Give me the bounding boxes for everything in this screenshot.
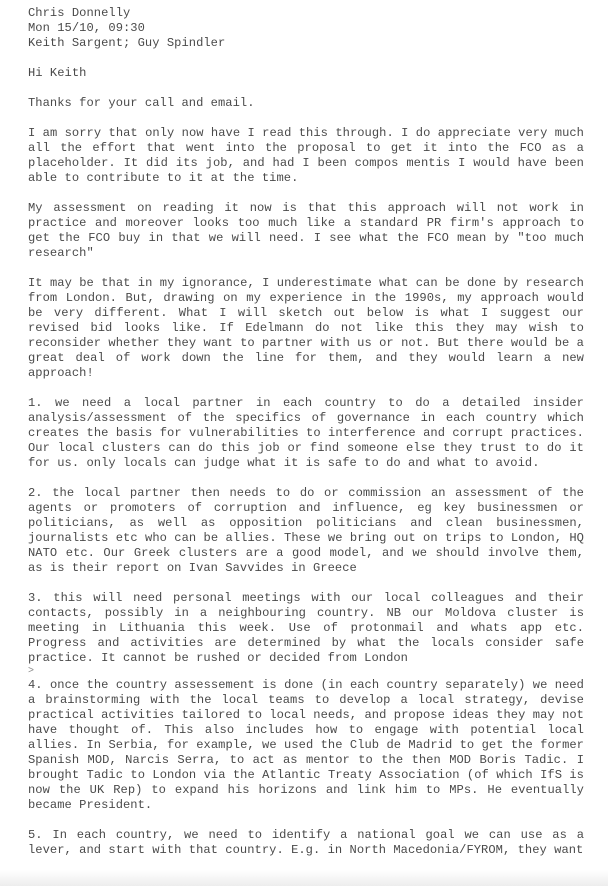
quote-marker: >: [28, 666, 35, 677]
point-3-personal-meetings: 3. this will need personal meetings with our local colleagues and their contacts, possibly in a neighbouring country. NB our Moldova cluster is meeting in Lithuania this week. Use of protonmail and whats app etc. Progress and activities are determined by what the locals consider safe practice. It cannot be rushed or decided from London: [28, 591, 584, 665]
paragraph-approach: It may be that in my ignorance, I underestimate what can be done by research from London. But, drawing on my experience in the 1990s, my approach would be very different. What I will sketch out below is what I suggest our revised bid looks like. If Edelmann do not like this they may wish to reconsider whether they want to partner with us or not. But there would be a great deal of work down the line for them, and they would learn a new approach!: [28, 276, 584, 380]
email-sender: Chris Donnelly: [28, 6, 131, 20]
paragraph-assessment: My assessment on reading it now is that this approach will not work in practice and moreover looks too much like a standard PR firm's approach to get the FCO buy in that we will need. I see what the FCO mean by "too much research": [28, 201, 584, 260]
point-1-local-partner: 1. we need a local partner in each country to do a detailed insider analysis/assessment of the specifics of governance in each country which creates the basis for vulnerabilities to interference and corrupt practices. Our local clusters can do this job or find someone else they trust to do it for us. only locals can judge what it is safe to do and what to avoid.: [28, 396, 584, 470]
email-greeting: Hi Keith: [28, 66, 87, 80]
email-recipients: Keith Sargent; Guy Spindler: [28, 36, 226, 50]
point-5-national-goal: 5. In each country, we need to identify a national goal we can use as a lever, and start with that country. E.g. in North Macedonia/FYROM, they want: [28, 828, 584, 857]
email-body: [28, 6, 584, 858]
paragraph-thanks: Thanks for your call and email.: [28, 96, 255, 110]
page-bottom-shadow: [0, 870, 608, 886]
point-4-brainstorming: 4. once the country assessement is done (in each country separately) we need a brainstorming with the local teams to develop a local strategy, devise practical activities tailored to local needs, and propose ideas they may not have thought of. This also includes how to engage with potential local allies. In Serbia, for example, we used the Club de Madrid to get the former Spanish MOD, Narcis Serra, to act as mentor to the then MOD Boris Tadic. I brought Tadic to London via the Atlantic Treaty Association (of which IfS is now the UK Rep) to expand his horizons and link him to MPs. He eventually became President.: [28, 678, 584, 812]
paragraph-apology: I am sorry that only now have I read this through. I do appreciate very much all the effort that went into the proposal to get it into the FCO as a placeholder. It did its job, and had I been compos mentis I would have been able to contribute to it at the time.: [28, 126, 584, 185]
point-2-assessment-agents: 2. the local partner then needs to do or commission an assessment of the agents or promoters of corruption and influence, eg key businessmen or politicians, as well as opposition politicians and clean businessmen, journalists etc who can be allies. These we bring out on trips to London, HQ NATO etc. Our Greek clusters are a good model, and we should involve them, as is their report on Ivan Savvides in Greece: [28, 486, 584, 575]
email-sent-date: Mon 15/10, 09:30: [28, 21, 145, 35]
